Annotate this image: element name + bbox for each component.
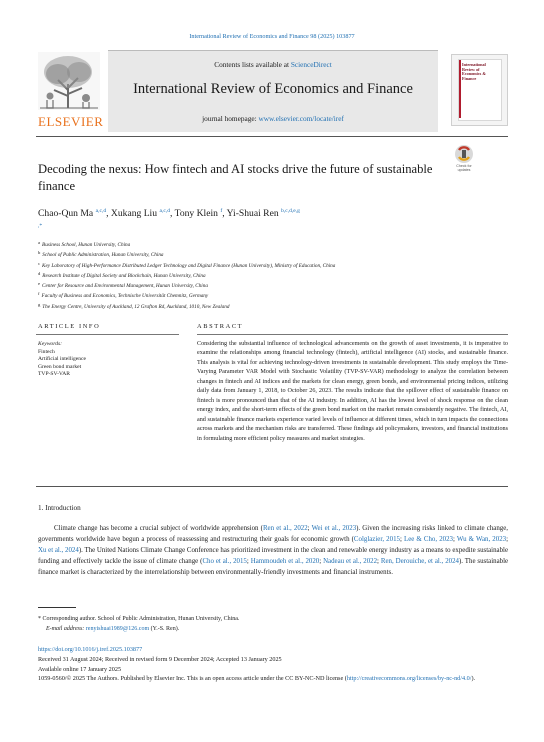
cover-accent-bar (459, 60, 461, 118)
intro-text: ; (377, 558, 381, 566)
intro-text: ). Given the increasing risks linked to climate change, governments worldwide have begun a process of reassessing and restructuring their goals for economic growth ( (38, 525, 508, 544)
corresponding-author-footnote (38, 614, 508, 634)
license-statement (38, 674, 508, 684)
keyword-item: TVP-SV-VAR (38, 371, 71, 378)
affiliation-key: a (38, 240, 41, 245)
available-online-date: Available online 17 January 2025 (38, 665, 122, 673)
email-suffix: (Y.-S. Ren). (149, 626, 180, 632)
abstract-heading: ABSTRACT (197, 323, 244, 330)
affiliation-text: Center for Resource and Environmental Management, Hunan University, China (42, 283, 208, 290)
affiliation-item (38, 270, 508, 280)
intro-text: ; (506, 536, 509, 544)
email-link[interactable]: renyishuai1989@126.com (85, 626, 150, 632)
author-name[interactable]: Yi-Shuai Ren (226, 208, 279, 219)
affiliation-text: School of Public Administration, Hunan University, China (42, 252, 164, 259)
affiliation-text: Research Institute of Digital Society and Blockchain, Hunan University, China (42, 272, 206, 279)
author-name[interactable]: Chao-Qun Ma (38, 208, 94, 219)
author-affiliation-marks[interactable]: a,c,d (159, 208, 170, 214)
introduction-paragraph (38, 523, 508, 578)
journal-banner (108, 50, 438, 132)
affiliation-item (38, 280, 508, 290)
license-link[interactable]: http://creativecommons.org/licenses/by-nc-nd/4.0/ (346, 675, 472, 683)
citation-link[interactable]: Xu et al., 2024 (38, 547, 79, 555)
article-info-heading: ARTICLE INFO (38, 323, 101, 330)
affiliation-list (38, 239, 508, 311)
affiliation-key: g (38, 301, 41, 307)
affiliation-item (38, 239, 508, 249)
affiliation-key: b (38, 250, 41, 256)
citation-link[interactable]: Nadeau et al., 2022 (323, 558, 378, 566)
homepage-link[interactable]: www.elsevier.com/locate/iref (258, 114, 344, 123)
journal-header (36, 50, 508, 132)
keyword-item: Artificial intelligence (38, 356, 86, 363)
intro-text: ; (453, 536, 457, 544)
author-affiliation-marks[interactable]: f (220, 208, 223, 214)
keywords-label: Keywords: (38, 341, 63, 347)
license-end: ). (471, 675, 476, 683)
intro-text: ; (307, 525, 312, 532)
author-name[interactable]: Xukang Liu (110, 208, 158, 219)
citation-link[interactable]: Wu & Wan, 2023 (456, 536, 507, 544)
intro-text: ; (319, 558, 324, 566)
affiliation-text: The Energy Centre, University of Auckland, 12 Grafton Rd, Auckland, 1010, New Zealand (42, 303, 230, 310)
section-heading-introduction: 1. Introduction (38, 504, 81, 512)
affiliation-key: e (38, 281, 41, 287)
contents-availability (108, 60, 438, 69)
journal-homepage (108, 114, 438, 123)
citation-link[interactable]: Ren, Derouiche, et al., 2024 (380, 558, 459, 566)
citation-link[interactable]: Colglazier, 2015 (353, 536, 400, 544)
citation-link[interactable]: Lee & Cho, 2023 (404, 536, 453, 544)
intro-text: ; (399, 536, 404, 544)
abstract-bottom-divider (36, 486, 508, 487)
keywords-block (38, 341, 178, 379)
affiliation-text: Business School, Hunan University, China (42, 242, 131, 248)
elsevier-tree-icon (36, 50, 104, 114)
keyword-item: Fintech (38, 348, 55, 355)
email-line (38, 624, 508, 634)
affiliation-text: Key Laboratory of High-Performance Distributed Ledger Technology and Digital Finance (Hunan University), Ministry of Education, China (42, 262, 336, 269)
received-dates: Received 31 August 2024; Received in revised form 9 December 2024; Accepted 13 January 2025 (38, 655, 282, 663)
doi-link[interactable]: https://doi.org/10.1016/j.iref.2025.103877 (38, 646, 143, 653)
citation-link[interactable]: Wei et al., 2023 (311, 525, 357, 532)
paper-title: Decoding the nexus: How fintech and AI stocks drive the future of sustainable finance (38, 162, 433, 193)
homepage-prefix: journal homepage: (202, 114, 259, 123)
publication-info (38, 645, 508, 684)
email-label: E-mail address: (46, 626, 86, 632)
citation-link[interactable]: Hammoudeh et al., 2020 (250, 558, 320, 566)
elsevier-logo (36, 50, 104, 132)
article-info-divider (36, 334, 179, 335)
corresponding-author-text: * Corresponding author. School of Public Administration, Hunan University, China. (38, 616, 240, 622)
intro-text: Climate change has become a crucial subject of worldwide apprehension ( (54, 525, 263, 532)
author-list: Chao-Qun Ma $^{a,c,d}$, Xukang Liu $^{a,c,d}$, Tony Klein $^f$, Yi-Shuai Ren $^{b,c,d,e,g}$ ,* (38, 208, 300, 229)
check-updates-label: Check for updates (456, 164, 472, 172)
cover-title: International Review of Economics & Finance (462, 62, 486, 81)
intro-text: ; (246, 558, 251, 566)
author-name[interactable]: Tony Klein (174, 208, 218, 219)
journal-citation-line[interactable]: International Review of Economics and Finance 98 (2025) 103877 (189, 33, 355, 40)
journal-cover-thumbnail[interactable] (451, 54, 508, 126)
author-affiliation-marks[interactable]: a,c,d (95, 208, 107, 214)
citation-link[interactable]: Ren et al., 2022 (262, 525, 308, 532)
abstract-divider (197, 334, 508, 335)
affiliation-key: d (38, 270, 41, 276)
footnote-divider (38, 607, 76, 608)
intro-text: ). The United Nations Climate Change Conference has prioritized investment in the clean and renewable energy industry as a means to expedite sustainable funding and effectively tackle the issue of climate change ( (38, 547, 509, 566)
contents-prefix: Contents lists available at (214, 60, 291, 69)
affiliation-item (38, 290, 508, 300)
corresponding-author-mark[interactable]: ,* (38, 223, 43, 229)
license-text: 1059-0560/© 2025 The Authors. Published by Elsevier Inc. This is an open access article under the CC BY-NC-ND license ( (38, 675, 347, 683)
affiliation-key: c (38, 260, 41, 266)
keyword-item: Green bond market (38, 363, 82, 370)
sciencedirect-link[interactable]: ScienceDirect (290, 60, 332, 69)
affiliation-item (38, 301, 508, 311)
author-affiliation-marks[interactable]: b,c,d,e,g (281, 208, 300, 214)
citation-link[interactable]: Cho et al., 2015 (202, 558, 247, 566)
header-divider (36, 136, 508, 137)
affiliation-item (38, 249, 508, 259)
intro-text: ). The sustainable finance market is characterized by the interrelationship between environmentally-friendly investments and financial instruments. (38, 558, 509, 577)
check-for-updates-badge[interactable] (450, 144, 478, 174)
affiliation-item (38, 260, 508, 270)
abstract-text: Considering the substantial influence of technological advancements on the growth of asset investments, it is imperative to examine the relationships among financial technology (fintech), artificial intelligence (AI) stocks, and sustainable finance. This analysis is vital for achieving technology-driven investments in sustainable development. This study employs the Time-Varying Parameter VAR Model with Stochastic Volatility (TVP-SV-VAR) methodology to analyze the correlation between changes in fintech and AI indices and the markets for clean energy, green bonds, and environmental pricing indices, utilizing daily data from January 1, 2018, to October 26, 2023. The results indicate that the spillover effect of sustainable finance on fintech is more pronounced than that of the AI industry. In addition, AI has the lowest level of shock response on the clean energy index, and the short-term effects of the green bond market on the market remain consistently negative. The fintech, AI, and sustainable finance markets experience varied levels of influence at different times, which in turn impacts the connections across markets and the mechanism risks are transferred. These findings aid policymakers, investors, and financial institutions in formulating more efficient policy measures and market strategies. (197, 341, 508, 442)
affiliation-key: f (38, 291, 40, 297)
affiliation-text: Faculty of Business and Economics, Technische Universität Chemnitz, Germany (41, 293, 209, 300)
publisher-name: ELSEVIER (38, 114, 104, 129)
journal-title: International Review of Economics and Finance (133, 81, 413, 97)
